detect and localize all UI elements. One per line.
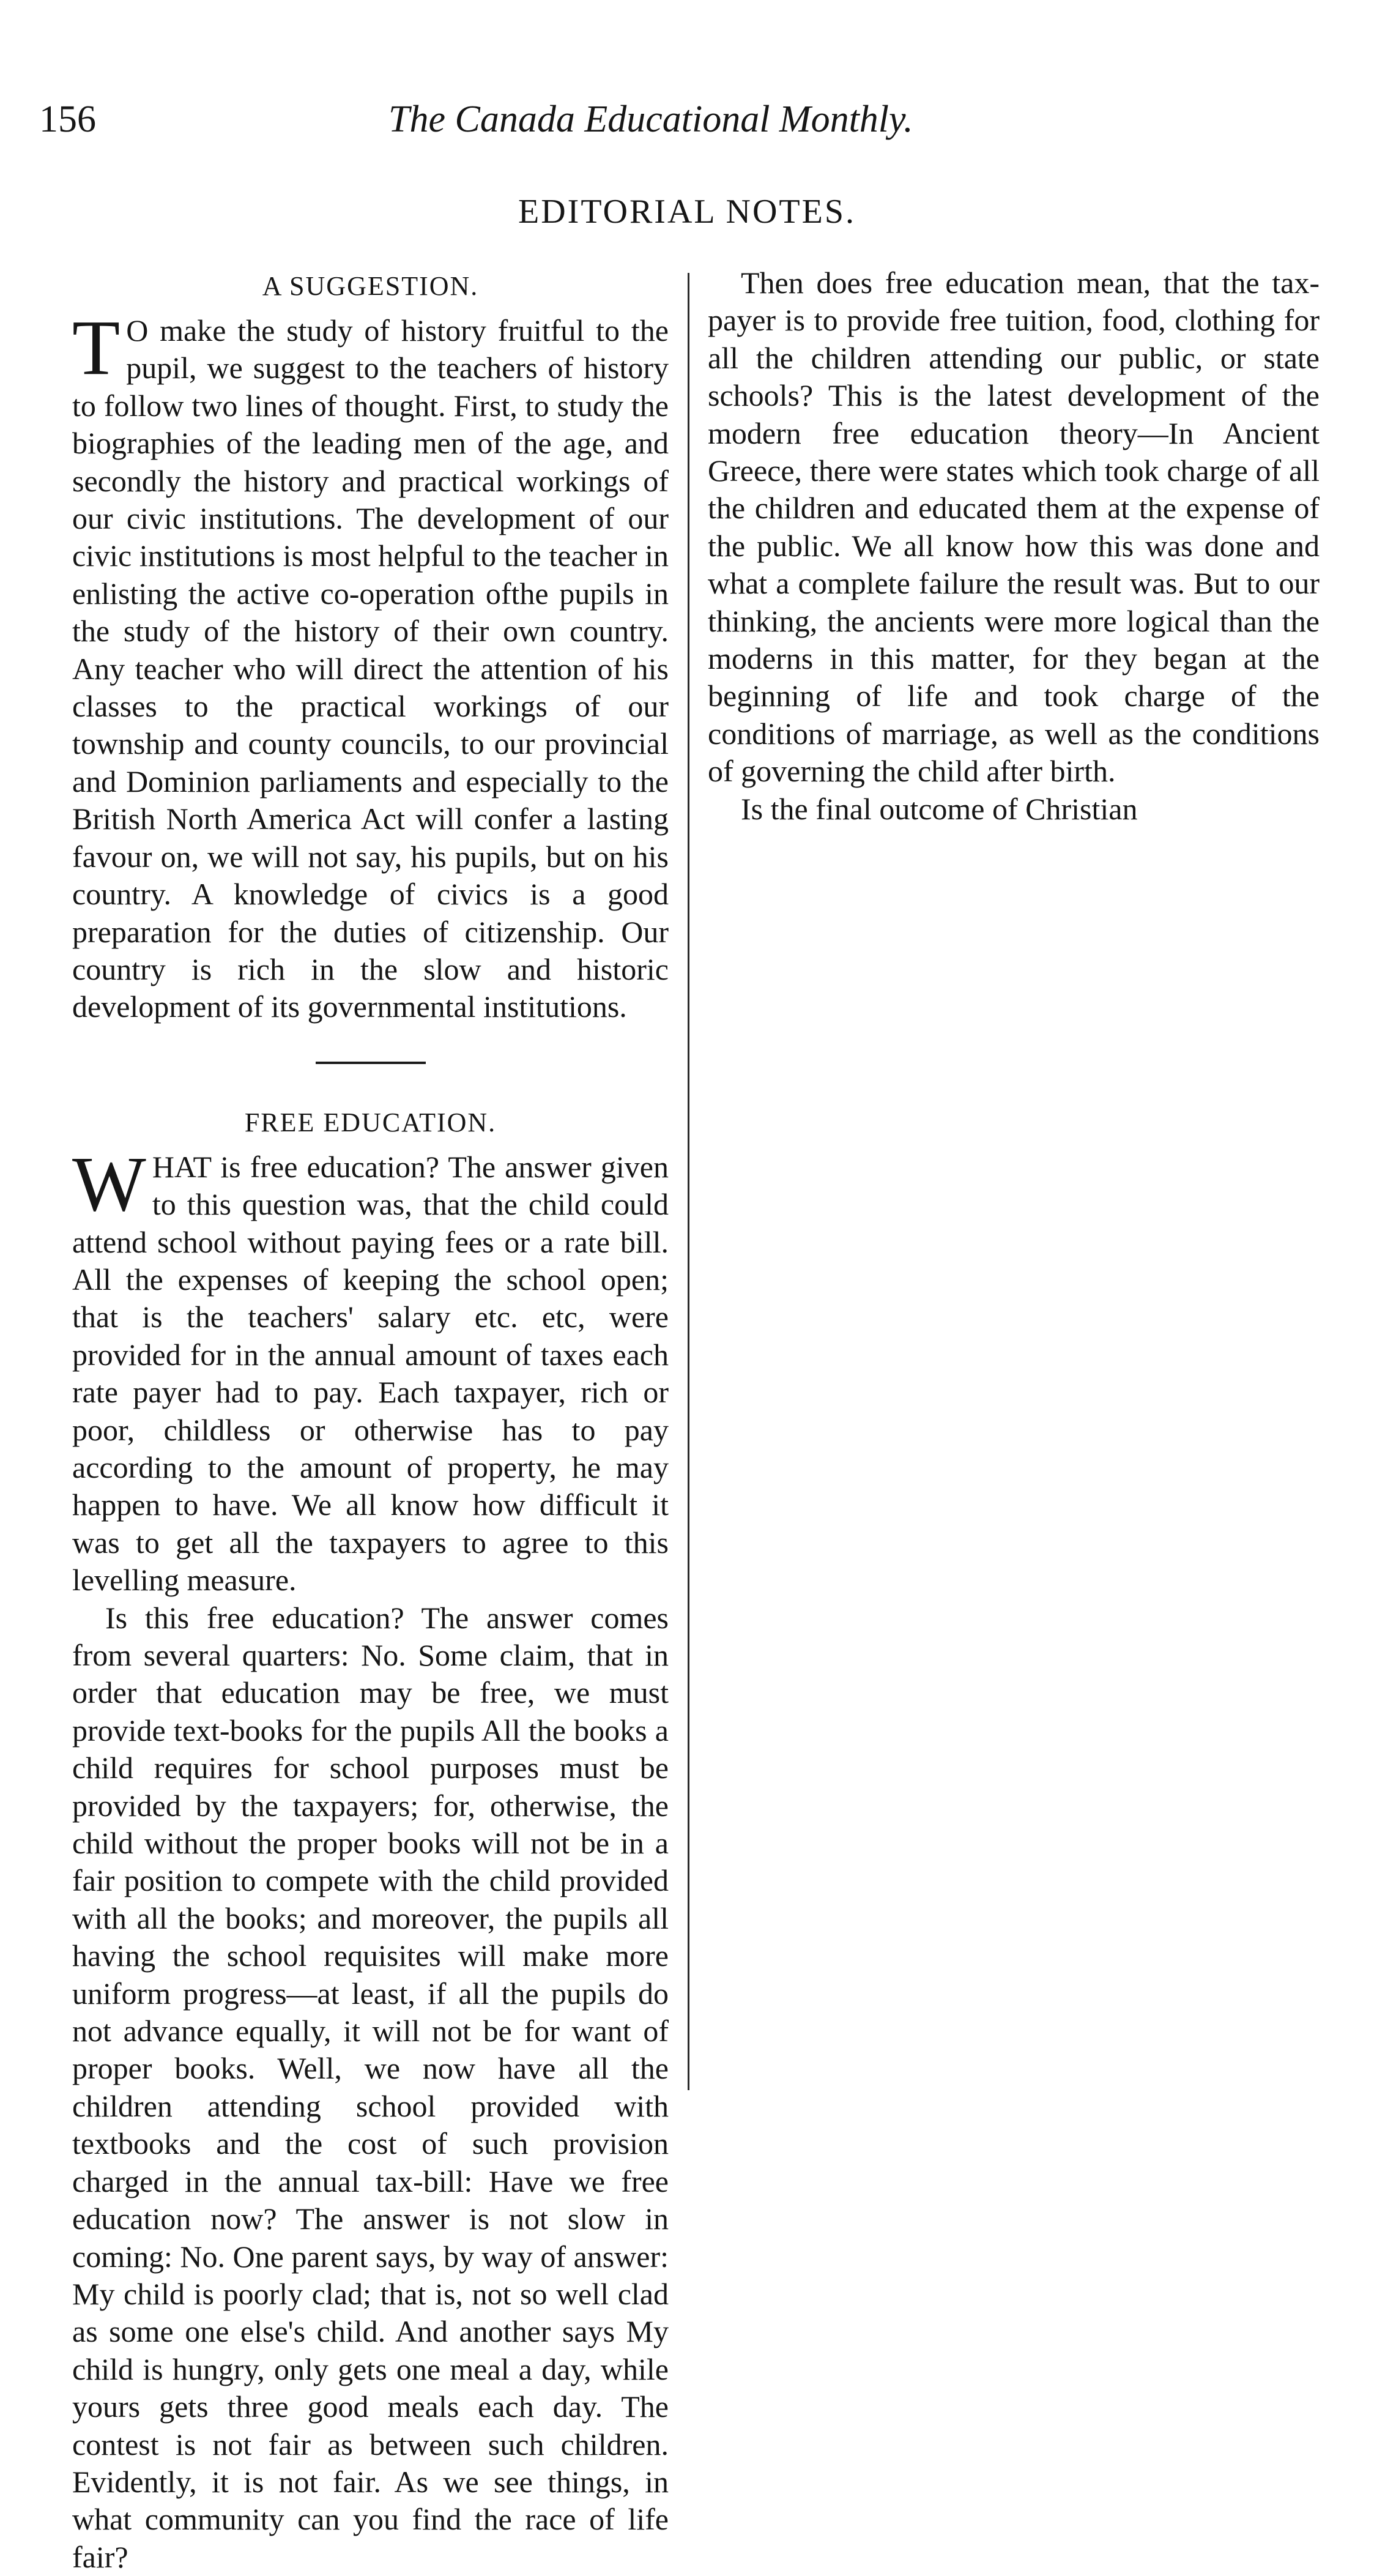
article-paragraph bbox=[72, 304, 669, 1026]
left-column bbox=[72, 264, 669, 2576]
paragraph-text: O make the study of history fruitful to the pupil, we suggest to the teachers of history to follow two lines of thought. First, to study the biographies of the leading men of the age, and secondly the history and practical workings of our civic institutions. The development of our civic institutions is most helpful to the teacher in enlisting the active co-operation ofthe pupils in the study of the history of their own country. Any teacher who will direct the attention of his classes to the practical workings of our township and county councils, to our provincial and Dominion parliaments and especially to the British North America Act will confer a lasting favour on, we will not say, his pupils, but on his country. A knowledge of civics is a good preparation for the duties of citizenship. Our country is rich in the slow and historic development of its governmental institutions. bbox=[72, 313, 669, 1024]
right-column bbox=[708, 264, 1320, 828]
article-title-free-education: FREE EDUCATION. bbox=[244, 1107, 497, 1137]
article-separator bbox=[316, 1062, 426, 1064]
paragraph-text: HAT is free education? The answer given to this question was, that the child could attend school without paying fees or a rate bill. All the expenses of keeping the school open; that is the teachers' salary etc. etc, were provided for in the annual amount of taxes each rate payer had to pay. Each taxpayer, rich or poor, childless or otherwise has to pay according to the amount of property, he may happen to have. We all know how difficult it was to get all the taxpayers to agree to this levelling measure. bbox=[72, 1149, 669, 1598]
section-title: EDITORIAL NOTES. bbox=[518, 193, 856, 231]
column-divider bbox=[688, 273, 689, 2090]
drop-cap: T bbox=[72, 304, 121, 391]
page-header bbox=[0, 92, 1374, 147]
article-title-suggestion: A SUGGESTION. bbox=[262, 271, 479, 301]
article-paragraph-continued: Is this free education? The answer comes from several quarters: No. Some claim, that in order that education may be free, we must provide text-books for the pupils All the books a child requires for school purposes must be provided by the taxpayers; for, otherwise, the child without the proper books will not be in a fair position to compete with the child provided with all the books; and moreover, the pupils all having the school requisites will make more uniform progress—at least, if all the pupils do not advance equally, it will not be for want of proper books. Well, we now have all the children attending school provided with textbooks and the cost of such provision charged in the annual tax-bill: Have we free education now? The answer is not slow in coming: No. One parent says, by way of answer: My child is poorly clad; that is, not so well clad as some one else's child. And another says My child is hungry, only gets one meal a day, while yours gets three good meals each day. The contest is not fair as between such children. Evidently, it is not fair. As we see things, in what community can you find the race of life fair? bbox=[72, 1600, 669, 2574]
running-title: The Canada Educational Monthly. bbox=[388, 99, 913, 140]
article-paragraph: Then does free education mean, that the tax-payer is to provide free tuition, food, clothing for all the children attending our public, or state schools? This is the latest development of the modern free education theory—In Ancient Greece, there were states which took charge of all the children and educated them at the expense of the public. We all know how this was done and what a complete failure the result was. But to our thinking, the ancients were more logical than the moderns in this matter, for they began at the beginning of life and took charge of the conditions of marriage, as well as the conditions of governing the child after birth. bbox=[708, 266, 1320, 789]
article-paragraph: Is the final outcome of Christian bbox=[741, 791, 1138, 826]
article-paragraph bbox=[72, 1140, 669, 1599]
page-number: 156 bbox=[39, 99, 96, 140]
drop-cap: W bbox=[72, 1140, 146, 1227]
